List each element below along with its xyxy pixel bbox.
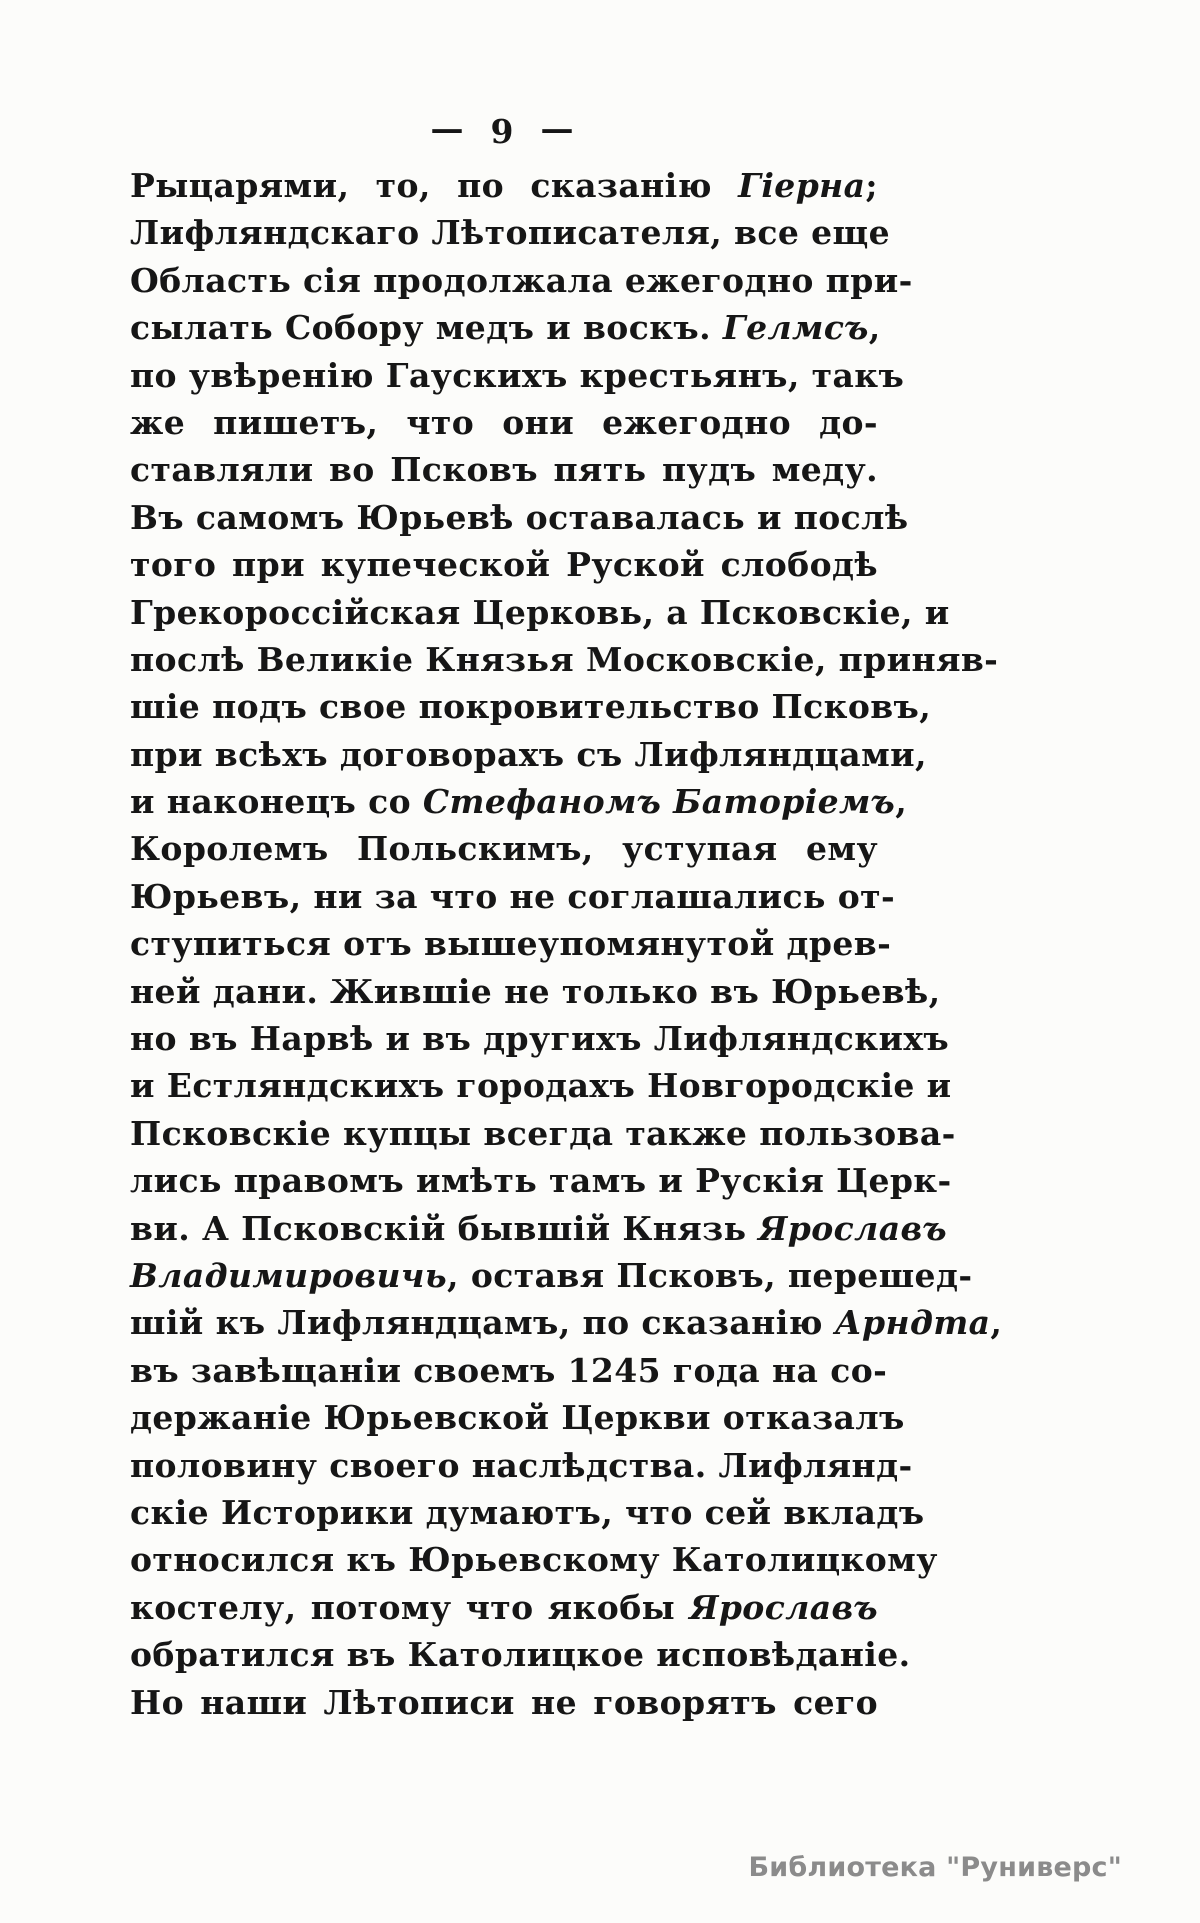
body-text: въ завѣщаніи своемъ 1245 года на со-	[130, 1350, 888, 1390]
body-line	[130, 1489, 925, 1536]
italic-name-text: Арндта	[834, 1303, 991, 1343]
body-line	[130, 636, 999, 683]
body-text: Рыцарями, то, по сказанію	[130, 166, 739, 205]
body-text: но въ Нарвѣ и въ другихъ Лифляндскихъ	[130, 1019, 950, 1059]
body-line	[130, 1631, 911, 1678]
body-line	[130, 968, 941, 1015]
body-text: и наконецъ со	[130, 782, 423, 822]
body-line	[130, 1394, 905, 1441]
italic-name-text: Гелмсъ	[722, 308, 869, 348]
body-text: половину своего наслѣдства. Лифлянд-	[130, 1445, 913, 1485]
body-line	[130, 1679, 878, 1726]
body-line	[130, 1062, 952, 1109]
body-line	[130, 683, 932, 730]
body-text: ,	[990, 1303, 1003, 1343]
body-line	[130, 825, 878, 872]
body-text: шій къ Лифляндцамъ, по сказанію	[130, 1303, 835, 1343]
body-text: обратился въ Католицкое исповѣданіе.	[130, 1635, 911, 1675]
italic-name-text: Стефаномъ Баторіемъ	[422, 782, 896, 822]
body-text: Въ самомъ Юрьевѣ оставалась и послѣ	[130, 497, 909, 537]
body-text: Псковскіе купцы всегда также пользова-	[130, 1113, 956, 1153]
body-text: при всѣхъ договорахъ съ Лифляндцами,	[130, 734, 927, 774]
body-line	[130, 162, 878, 209]
body-line	[130, 731, 927, 778]
body-line	[130, 352, 905, 399]
body-line	[130, 920, 892, 967]
body-text: Юрьевъ, ни за что не соглашались от-	[130, 876, 896, 916]
body-text: Грекороссійская Церковь, а Псковскіе, и	[130, 592, 950, 632]
body-line	[130, 1157, 952, 1204]
body-line	[130, 873, 896, 920]
body-line	[130, 1205, 947, 1252]
body-line	[130, 1536, 938, 1583]
body-text: Королемъ Польскимъ, уступая ему	[130, 829, 878, 869]
italic-name-text: Ярославъ	[689, 1587, 878, 1627]
body-line	[130, 304, 881, 351]
body-text: ;	[865, 166, 878, 205]
body-text: и Естляндскихъ городахъ Новгородскіе и	[130, 1066, 952, 1106]
body-text: ставляли во Псковъ пять пудъ меду.	[130, 450, 878, 490]
body-line	[130, 778, 908, 825]
body-text: шіе подъ свое покровительство Псковъ,	[130, 687, 932, 727]
body-text: ,	[895, 782, 908, 822]
body-line	[130, 1347, 888, 1394]
body-line	[130, 1584, 878, 1631]
header-dash-right: —	[540, 109, 575, 148]
body-line	[130, 399, 878, 446]
body-text: Область сія продолжала ежегодно при-	[130, 260, 913, 300]
body-line	[130, 446, 878, 493]
body-line	[130, 494, 909, 541]
body-line	[130, 1110, 956, 1157]
body-text: , оставя Псковъ, перешед-	[447, 1255, 973, 1295]
body-text: Но наши Лѣтописи не говорятъ сего	[130, 1682, 878, 1722]
body-line	[130, 257, 913, 304]
italic-name-text: Ярославъ	[758, 1208, 947, 1248]
body-text: ,	[868, 308, 881, 348]
body-text: того при купеческой Руской слободѣ	[130, 545, 878, 585]
body-line	[130, 1442, 913, 1489]
body-text: сылать Собору медъ и воскъ.	[130, 308, 723, 348]
body-text: скіе Историки думаютъ, что сей вкладъ	[130, 1492, 925, 1532]
page-number: 9	[490, 112, 515, 151]
body-text: же пишетъ, что они ежегодно до-	[130, 402, 878, 442]
italic-name-text: Гіерна	[738, 166, 866, 205]
body-text: послѣ Великіе Князья Московскіе, приняв-	[130, 639, 999, 679]
body-text: ви. А Псковскій бывшій Князь	[130, 1208, 759, 1248]
library-watermark: Библиотека "Руниверс"	[748, 1852, 1122, 1883]
italic-name-text: Владимировичь	[130, 1255, 448, 1295]
body-text: Лифляндскаго Лѣтописателя, все еще	[130, 213, 891, 253]
text-block	[130, 162, 1003, 1726]
body-text: костелу, потому что якобы	[130, 1587, 690, 1627]
body-line	[130, 1252, 973, 1299]
body-text: лись правомъ имѣть тамъ и Рускія Церк-	[130, 1161, 952, 1201]
body-line	[130, 541, 878, 588]
body-text: ней дани. Жившіе не только въ Юрьевѣ,	[130, 971, 941, 1011]
body-text: относился къ Юрьевскому Католицкому	[130, 1540, 938, 1580]
page-header	[130, 109, 875, 151]
body-line	[130, 1299, 1003, 1346]
body-text: держаніе Юрьевской Церкви отказалъ	[130, 1398, 905, 1438]
body-text: по увѣренію Гаускихъ крестьянъ, такъ	[130, 355, 905, 395]
body-line	[130, 209, 891, 256]
body-text: ступиться отъ вышеупомянутой древ-	[130, 924, 892, 964]
body-line	[130, 1015, 950, 1062]
header-dash-left: —	[430, 109, 465, 148]
body-line	[130, 589, 950, 636]
